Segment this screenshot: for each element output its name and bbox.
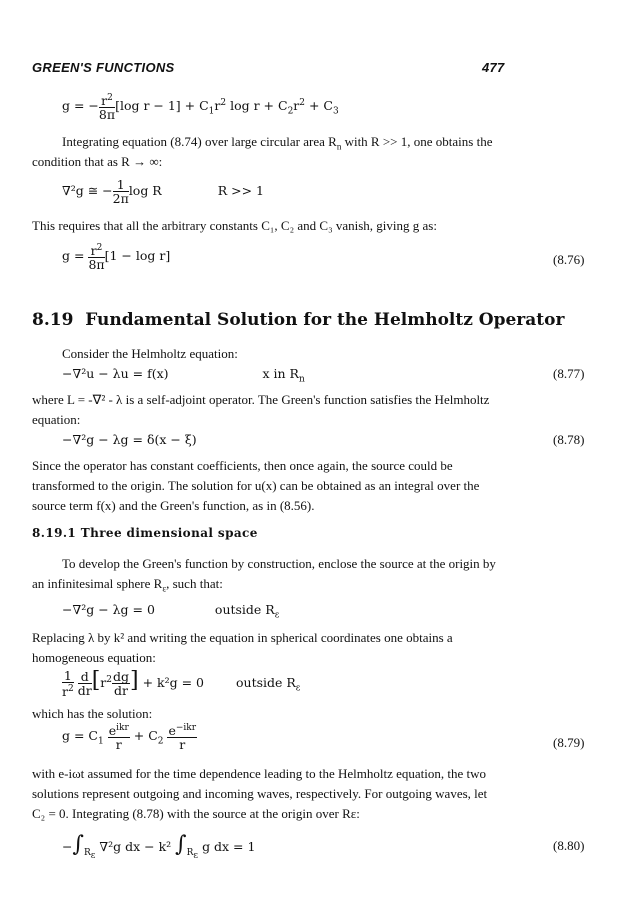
paragraph-since-line2: transformed to the origin. The solution for u(x) can be obtained as an integral over the: [32, 478, 480, 493]
paragraph-equation-word: equation:: [32, 412, 81, 427]
equation-8-77: −∇²u − λu = f(x) x in $R_n$: [62, 366, 305, 385]
equation-outside-sphere: −∇²g − λg = 0 outside $R_\varepsilon$: [62, 602, 280, 621]
paragraph-since-line1: Since the operator has constant coefficients, then once again, the source could be: [32, 458, 453, 473]
running-header-title: GREEN'S FUNCTIONS: [32, 60, 175, 75]
paragraph-replacing-line2: homogeneous equation:: [32, 650, 156, 665]
paragraph-with-line1: with e-iωt assumed for the time dependence leading to the Helmholtz equation, the two: [32, 766, 487, 781]
paragraph-condition: condition that as R → ∞:: [32, 154, 163, 169]
paragraph-where-l: where L = -∇² - λ is a self-adjoint operator. The Green's function satisfies the Helmholtz: [32, 392, 490, 407]
equation-label-8-78: (8.78): [553, 432, 585, 447]
equation-label-8-79: (8.79): [553, 735, 585, 750]
section-heading: 8.19 Fundamental Solution for the Helmholtz Operator: [32, 310, 565, 330]
equation-top: g = − $\frac{r^2}{8\pi}$ [log $r - 1] + C_1r^2$ $\log r + C_2r^2 + C_3$: [62, 93, 339, 123]
equation-label-8-77: (8.77): [553, 366, 585, 381]
page-number: 477: [482, 60, 505, 75]
subsection-heading: 8.19.1 Three dimensional space: [32, 526, 258, 540]
paragraph-replacing-line1: Replacing λ by k² and writing the equation in spherical coordinates one obtains a: [32, 630, 453, 645]
equation-8-76: g = $\frac{r^2}{8\pi}$ [1 − log r]: [62, 243, 171, 273]
equation-8-78: −∇²g − λg = δ(x − ξ): [62, 432, 197, 447]
equation-8-79: $g = C_1$ $\frac{e^{ikr}}{r}$ + $C_2$ $\frac{e^{-ikr}}{r}$: [62, 723, 197, 753]
paragraph-integrating: Integrating equation (8.74) over large circular area $R_n$ with R >> 1, one obtains the: [62, 134, 493, 152]
paragraph-consider: Consider the Helmholtz equation:: [62, 346, 238, 361]
paragraph-which-has: which has the solution:: [32, 706, 153, 721]
equation-label-8-80: (8.80): [553, 838, 585, 853]
equation-8-80: $-\int_{R_\varepsilon}$ ∇²g dx − k² $\int_{R_\varepsilon}$ g dx = 1: [62, 832, 256, 861]
paragraph-requires: This requires that all the arbitrary constants C₁, C₂ and C₃ vanish, giving g as:: [32, 218, 437, 233]
equation-condition: ∇²g ≅ − $\frac{1}{2\pi}$ log R R >> 1: [62, 177, 264, 206]
paragraph-develop-line2: an infinitesimal sphere $R_\varepsilon$, such that:: [32, 576, 223, 594]
paragraph-since-line3: source term f(x) and the Green's function, as in (8.56).: [32, 498, 315, 513]
paragraph-with-line2: solutions represent outgoing and incoming waves, respectively. For outgoing waves, let: [32, 786, 488, 801]
equation-label-8-76: (8.76): [553, 252, 585, 267]
paragraph-with-line3: C₂ = 0. Integrating (8.78) with the source at the origin over Rε:: [32, 806, 360, 821]
equation-radial: $\frac{1}{r^2}$ $\frac{d}{dr}$ [$r^2$ $\frac{dg}{dr}$ ] + k²g = 0 outside $R_\varepsilon$: [62, 667, 301, 700]
paragraph-develop-line1: To develop the Green's function by construction, enclose the source at the origin by: [62, 556, 496, 571]
